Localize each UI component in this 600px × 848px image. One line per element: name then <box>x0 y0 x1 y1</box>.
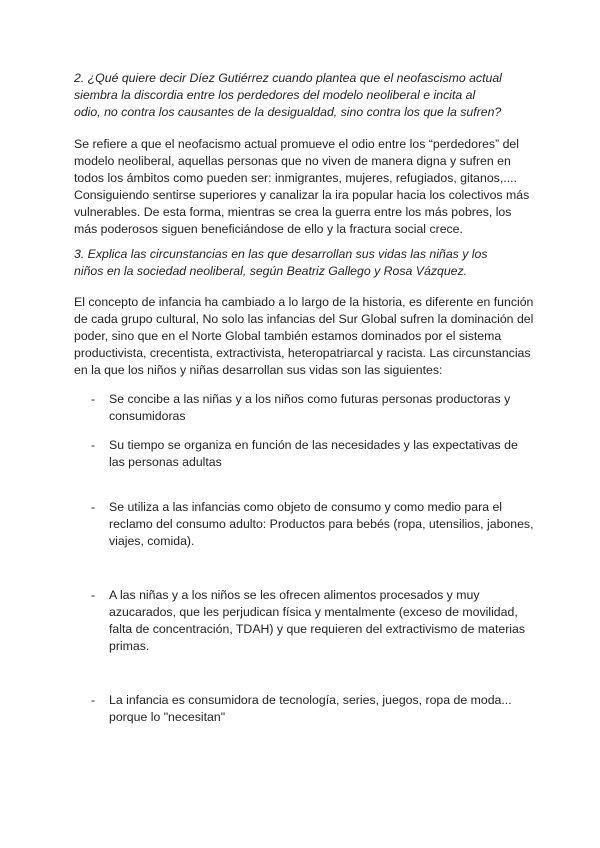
answer-3-line: de cada grupo cultural, No solo las infancias del Sur Global sufren la dominación del <box>74 312 534 326</box>
list-item-line: Se concibe a las niñas y a los niños como futuras personas productoras y <box>109 392 511 406</box>
bullet-dash: - <box>91 438 96 452</box>
answer-2-line: modelo neoliberal, aquellas personas que no viven de manera digna y sufren en <box>74 154 511 168</box>
list-item-line: La infancia es consumidora de tecnología, series, juegos, ropa de moda... <box>109 693 512 707</box>
question-2-line: 2. ¿Qué quiere decir Díez Gutiérrez cuando plantea que el neofascismo actual <box>74 71 502 85</box>
answer-3-line: El concepto de infancia ha cambiado a lo largo de la historia, es diferente en función <box>74 295 534 309</box>
question-3-line: 3. Explica las circunstancias en las que desarrollan sus vidas las niñas y los <box>74 247 488 261</box>
list-item-line: viajes, comida). <box>109 534 195 548</box>
list-item-line: porque lo "necesitan" <box>109 710 226 724</box>
answer-2 <box>74 136 534 238</box>
list-item-line: reclamo del consumo adulto: Productos para bebés (ropa, utensilios, jabones, <box>109 517 534 531</box>
question-3 <box>74 246 534 280</box>
answer-3-line: productivista, crecentista, extractivista, heteropatriarcal y racista. Las circunstancias <box>74 346 531 360</box>
bullet-dash: - <box>91 392 96 406</box>
question-2-line: odio, no contra los causantes de la desigualdad, sino contra los que la sufren? <box>74 105 502 119</box>
answer-2-line: más poderosos siguen beneficiándose de ello y la fractura social crece. <box>74 222 463 236</box>
list-item-line: A las niñas y a los niños se les ofrecen alimentos procesados y muy <box>109 588 480 602</box>
question-2 <box>74 70 534 121</box>
list-item-line: primas. <box>109 639 150 653</box>
list-item-line: Se utiliza a las infancias como objeto de consumo y como medio para el <box>109 500 503 514</box>
answer-3-line: poder, sino que en el Norte Global también estamos dominados por el sistema <box>74 329 502 343</box>
answer-3 <box>74 294 534 379</box>
answer-3-line: en la que los niños y niñas desarrollan sus vidas son las siguientes: <box>74 363 443 377</box>
list-item-line: falta de concentración, TDAH) y que requieren del extractivismo de materias <box>109 622 526 636</box>
answer-2-line: vulnerables. De esta forma, mientras se crea la guerra entre los más pobres, los <box>74 205 512 219</box>
list-item-line: Su tiempo se organiza en función de las necesidades y las expectativas de <box>109 438 518 452</box>
list-item-line: azucarados, que les perjudican física y mentalmente (exceso de movilidad, <box>109 605 518 619</box>
answer-2-line: todos los ámbitos como pueden ser: inmigrantes, mujeres, refugiados, gitanos,.... <box>74 171 517 185</box>
bullet-dash: - <box>91 693 96 707</box>
list-item-line: las personas adultas <box>109 455 222 469</box>
question-3-line: niños en la sociedad neoliberal, según Beatriz Gallego y Rosa Vázquez. <box>74 264 468 278</box>
bullet-dash: - <box>91 500 96 514</box>
answer-2-line: Consiguiendo sentirse superiores y canalizar la ira popular hacia los colectivos más <box>74 188 530 202</box>
question-2-line: siembra la discordia entre los perdedores del modelo neoliberal e incita al <box>74 88 476 102</box>
bullet-dash: - <box>91 588 96 602</box>
list-item-line: consumidoras <box>109 409 186 423</box>
answer-2-line: Se refiere a que el neofacismo actual promueve el odio entre los “perdedores” del <box>74 137 519 151</box>
